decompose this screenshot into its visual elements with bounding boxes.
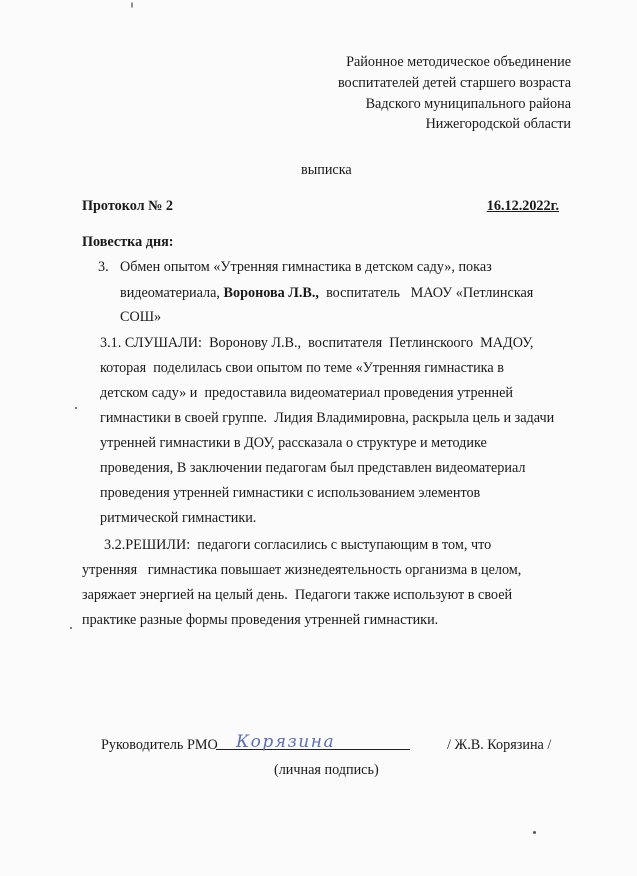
agenda-heading: Повестка дня: — [82, 234, 174, 250]
header-line-4: Нижегородской области — [425, 116, 571, 132]
heard-line-8: ритмической гимнастики. — [100, 510, 257, 526]
decided-line-3: заряжает энергией на целый день. Педагоги также используют в своей — [82, 587, 513, 603]
heard-line-1: 3.1. СЛУШАЛИ: Воронову Л.В., воспитателя Петлинскоого МАДОУ, — [100, 335, 534, 351]
doc-type: выписка — [301, 162, 352, 178]
agenda-item-line-2 — [120, 286, 533, 300]
handwritten-signature-text: Корязина — [236, 732, 336, 752]
scan-speck — [533, 831, 536, 834]
heard-line-3: детском саду» и предоставила видеоматериал проведения утренней — [100, 385, 513, 401]
signature-role: Руководитель РМО — [101, 737, 218, 753]
header-line-3: Вадского муниципального района — [365, 96, 571, 112]
heard-line-6: проведения, В заключении педагогам был представлен видеоматериал — [100, 460, 526, 476]
decided-line-4: практике разные формы проведения утренней гимнастики. — [82, 612, 439, 628]
agenda-item-line-2-pre: видеоматериала, — [120, 285, 224, 301]
heard-line-4: гимнастики в своей группе. Лидия Владимировна, раскрыла цель и задачи — [100, 410, 555, 426]
heard-line-7: проведения утренней гимнастики с использованием элементов — [100, 485, 481, 501]
header-line-1: Районное методическое объединение — [346, 54, 571, 70]
heard-line-5: утренней гимнастики в ДОУ, рассказала о структуре и методике — [100, 435, 487, 451]
decided-line-2: утренняя гимнастика повышает жизнедеятельность организма в целом, — [82, 562, 522, 578]
signature-name: / Ж.В. Корязина / — [447, 737, 552, 753]
agenda-item-line-2-post: воспитатель МАОУ «Петлинская — [318, 285, 534, 301]
agenda-item-line-1: Обмен опытом «Утренняя гимнастика в детском саду», показ — [120, 259, 492, 275]
speaker-name: Воронова Л.В., — [223, 285, 319, 301]
agenda-item-number: 3. — [98, 259, 109, 275]
protocol-label: Протокол № 2 — [82, 198, 174, 214]
handwritten-signature — [234, 728, 364, 754]
agenda-item-line-3: СОШ» — [120, 309, 162, 325]
heard-line-2: которая поделилась свои опытом по теме «Утренняя гимнастика в — [100, 360, 504, 376]
scan-speck — [70, 627, 72, 629]
decided-line-1: 3.2.РЕШИЛИ: педагоги согласились с выступающим в том, что — [104, 537, 492, 553]
header-line-2: воспитателей детей старшего возраста — [337, 75, 571, 91]
signature-caption: (личная подпись) — [274, 762, 379, 778]
scan-speck — [75, 407, 77, 409]
protocol-date: 16.12.2022г. — [486, 198, 559, 214]
scan-speck — [131, 2, 133, 8]
